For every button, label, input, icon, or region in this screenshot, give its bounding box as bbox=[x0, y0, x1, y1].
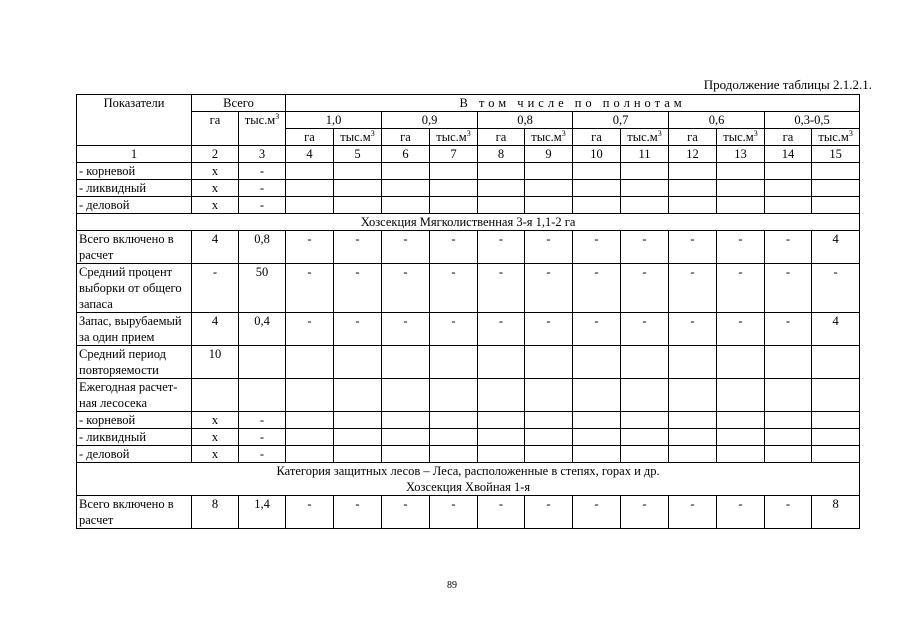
table-cell bbox=[192, 379, 239, 412]
table-cell: 8 bbox=[812, 496, 860, 529]
row-label: - ликвидный bbox=[77, 180, 192, 197]
table-cell: - bbox=[239, 412, 286, 429]
table-cell: x bbox=[192, 446, 239, 463]
row-label: Всего включено в расчет bbox=[77, 496, 192, 529]
column-number: 3 bbox=[239, 146, 286, 163]
table-cell bbox=[669, 412, 717, 429]
section-title-line: Хозсекция Хвойная 1-я bbox=[406, 480, 531, 494]
table-cell bbox=[334, 429, 382, 446]
table-cell: 4 bbox=[812, 231, 860, 264]
table-cell bbox=[717, 163, 765, 180]
table-cell bbox=[430, 446, 478, 463]
table-cell bbox=[478, 163, 525, 180]
table-cell bbox=[382, 163, 430, 180]
table-cell bbox=[430, 429, 478, 446]
table-cell bbox=[525, 197, 573, 214]
table-cell: - bbox=[669, 264, 717, 313]
header-total: Всего bbox=[192, 95, 286, 112]
table-cell bbox=[286, 429, 334, 446]
table-cell bbox=[669, 346, 717, 379]
table-cell: x bbox=[192, 180, 239, 197]
column-number: 4 bbox=[286, 146, 334, 163]
table-cell: - bbox=[286, 496, 334, 529]
table-cell bbox=[478, 446, 525, 463]
table-cell bbox=[334, 180, 382, 197]
table-cell: 10 bbox=[192, 346, 239, 379]
table-cell bbox=[573, 197, 621, 214]
table-cell: - bbox=[621, 264, 669, 313]
table-cell bbox=[765, 197, 812, 214]
column-number: 5 bbox=[334, 146, 382, 163]
table-cell bbox=[478, 412, 525, 429]
table-cell: 4 bbox=[192, 313, 239, 346]
table-row bbox=[77, 180, 860, 197]
table-cell bbox=[812, 412, 860, 429]
row-label: Средний период повторяемости bbox=[77, 346, 192, 379]
table-cell bbox=[717, 446, 765, 463]
table-cell: - bbox=[573, 231, 621, 264]
section-row bbox=[77, 463, 860, 496]
column-number: 14 bbox=[765, 146, 812, 163]
table-cell bbox=[812, 379, 860, 412]
unit-exponent: 3 bbox=[657, 128, 662, 138]
table-cell: - bbox=[478, 264, 525, 313]
table-cell bbox=[573, 163, 621, 180]
table-cell bbox=[430, 412, 478, 429]
unit-text: тыс.м bbox=[340, 130, 371, 144]
table-cell bbox=[669, 197, 717, 214]
table-cell bbox=[717, 379, 765, 412]
row-label: Ежегодная расчет-ная лесосека bbox=[77, 379, 192, 412]
table-cell: - bbox=[334, 313, 382, 346]
table-cell bbox=[573, 429, 621, 446]
table-cell: - bbox=[717, 313, 765, 346]
header-density: 0,6 bbox=[669, 112, 765, 129]
header-ha: га bbox=[669, 129, 717, 146]
header-ha: га bbox=[478, 129, 525, 146]
header-volume bbox=[525, 129, 573, 146]
column-number: 13 bbox=[717, 146, 765, 163]
table-cell bbox=[525, 163, 573, 180]
table-cell: - bbox=[239, 180, 286, 197]
table-cell bbox=[573, 379, 621, 412]
row-label: - корневой bbox=[77, 163, 192, 180]
table-cell: - bbox=[382, 496, 430, 529]
table-cell: x bbox=[192, 197, 239, 214]
header-volume bbox=[717, 129, 765, 146]
table-cell bbox=[334, 197, 382, 214]
table-cell bbox=[478, 429, 525, 446]
table-cell bbox=[334, 163, 382, 180]
table-cell bbox=[812, 163, 860, 180]
section-title-line: Хозсекция Мягколиственная 3-я 1,1-2 га bbox=[360, 215, 576, 229]
row-label: Запас, вырубаемый за один прием bbox=[77, 313, 192, 346]
table-cell bbox=[525, 446, 573, 463]
column-number: 10 bbox=[573, 146, 621, 163]
table-cell: - bbox=[573, 313, 621, 346]
table-cell bbox=[382, 197, 430, 214]
table-cell: - bbox=[765, 231, 812, 264]
row-label: Средний процент выборки от общего запаса bbox=[77, 264, 192, 313]
table-cell bbox=[573, 412, 621, 429]
table-cell: 1,4 bbox=[239, 496, 286, 529]
unit-exponent: 3 bbox=[275, 111, 280, 121]
table-cell: - bbox=[717, 264, 765, 313]
header-ha: га bbox=[286, 129, 334, 146]
table-cell bbox=[669, 429, 717, 446]
table-cell bbox=[812, 446, 860, 463]
table-cell: - bbox=[765, 313, 812, 346]
table-cell bbox=[239, 346, 286, 379]
table-cell: - bbox=[286, 264, 334, 313]
column-number-row bbox=[77, 146, 860, 163]
table-row bbox=[77, 264, 860, 313]
table-caption: Продолжение таблицы 2.1.2.1. bbox=[703, 77, 872, 92]
table-cell: - bbox=[573, 496, 621, 529]
table-cell: - bbox=[430, 496, 478, 529]
table-cell bbox=[286, 197, 334, 214]
table-cell bbox=[382, 412, 430, 429]
column-number: 8 bbox=[478, 146, 525, 163]
table-cell bbox=[717, 180, 765, 197]
table-cell: - bbox=[669, 231, 717, 264]
unit-text: тыс.м bbox=[436, 130, 467, 144]
table-cell bbox=[525, 379, 573, 412]
table-cell bbox=[430, 163, 478, 180]
table-row bbox=[77, 231, 860, 264]
header-density: 1,0 bbox=[286, 112, 382, 129]
header-density: 0,3-0,5 bbox=[765, 112, 860, 129]
header-volume bbox=[621, 129, 669, 146]
table-row bbox=[77, 429, 860, 446]
table-cell bbox=[334, 446, 382, 463]
header-indicators: Показатели bbox=[77, 95, 192, 146]
row-label: - корневой bbox=[77, 412, 192, 429]
row-label: - деловой bbox=[77, 446, 192, 463]
table-cell bbox=[334, 379, 382, 412]
table-cell bbox=[812, 180, 860, 197]
table-cell bbox=[812, 197, 860, 214]
table-row bbox=[77, 313, 860, 346]
header-by-density: В том числе по полнотам bbox=[286, 95, 860, 112]
table-row bbox=[77, 412, 860, 429]
column-number: 2 bbox=[192, 146, 239, 163]
table-cell bbox=[621, 379, 669, 412]
table-cell bbox=[812, 346, 860, 379]
table-row bbox=[77, 346, 860, 379]
table-cell: - bbox=[525, 231, 573, 264]
table-cell: x bbox=[192, 163, 239, 180]
header-ha: га bbox=[573, 129, 621, 146]
table-cell bbox=[669, 180, 717, 197]
table-row bbox=[77, 197, 860, 214]
header-row-1 bbox=[77, 95, 860, 112]
column-number: 7 bbox=[430, 146, 478, 163]
table-cell: 0,4 bbox=[239, 313, 286, 346]
header-ha: га bbox=[382, 129, 430, 146]
table-cell bbox=[573, 346, 621, 379]
table-cell bbox=[478, 180, 525, 197]
table-cell bbox=[286, 379, 334, 412]
table-cell bbox=[765, 346, 812, 379]
column-number: 6 bbox=[382, 146, 430, 163]
table-cell bbox=[765, 379, 812, 412]
table-cell: x bbox=[192, 412, 239, 429]
table-cell bbox=[765, 412, 812, 429]
table-cell: - bbox=[478, 231, 525, 264]
table-cell: - bbox=[621, 231, 669, 264]
table-cell bbox=[382, 429, 430, 446]
section-row bbox=[77, 214, 860, 231]
table-cell: - bbox=[478, 496, 525, 529]
unit-exponent: 3 bbox=[848, 128, 853, 138]
row-label: - ликвидный bbox=[77, 429, 192, 446]
table-cell bbox=[573, 446, 621, 463]
column-number: 1 bbox=[77, 146, 192, 163]
table-cell: - bbox=[765, 264, 812, 313]
table-cell bbox=[621, 346, 669, 379]
table-cell bbox=[382, 346, 430, 379]
table-cell: 4 bbox=[192, 231, 239, 264]
table-cell bbox=[621, 180, 669, 197]
table-cell: 4 bbox=[812, 313, 860, 346]
table-cell: - bbox=[334, 231, 382, 264]
table-cell bbox=[765, 180, 812, 197]
header-volume bbox=[334, 129, 382, 146]
table-cell: 0,8 bbox=[239, 231, 286, 264]
table-cell bbox=[621, 412, 669, 429]
unit-text: тыс.м bbox=[627, 130, 658, 144]
table-cell: - bbox=[239, 429, 286, 446]
table-cell bbox=[478, 197, 525, 214]
header-total-ha: га bbox=[192, 112, 239, 146]
table-cell bbox=[669, 163, 717, 180]
table-cell bbox=[430, 379, 478, 412]
table-cell bbox=[621, 429, 669, 446]
table-cell: - bbox=[525, 496, 573, 529]
table-cell bbox=[573, 180, 621, 197]
table-cell bbox=[812, 429, 860, 446]
table-cell bbox=[430, 180, 478, 197]
table-cell: - bbox=[382, 313, 430, 346]
table-cell bbox=[286, 180, 334, 197]
unit-exponent: 3 bbox=[466, 128, 471, 138]
section-title bbox=[77, 214, 860, 231]
table-cell: - bbox=[430, 313, 478, 346]
table-cell: - bbox=[286, 313, 334, 346]
table-body bbox=[77, 95, 860, 529]
table-cell bbox=[717, 412, 765, 429]
table-cell bbox=[717, 429, 765, 446]
column-number: 9 bbox=[525, 146, 573, 163]
table-cell: - bbox=[621, 496, 669, 529]
table-row bbox=[77, 446, 860, 463]
section-title bbox=[77, 463, 860, 496]
table-cell bbox=[478, 346, 525, 379]
header-row-2 bbox=[77, 112, 860, 129]
unit-text: тыс.м bbox=[818, 130, 849, 144]
header-total-volume bbox=[239, 112, 286, 146]
table-cell: - bbox=[669, 496, 717, 529]
table-cell: - bbox=[239, 163, 286, 180]
table-cell bbox=[669, 379, 717, 412]
table-cell: - bbox=[717, 496, 765, 529]
table-cell: - bbox=[239, 197, 286, 214]
table-cell bbox=[765, 446, 812, 463]
table-cell bbox=[525, 412, 573, 429]
column-number: 15 bbox=[812, 146, 860, 163]
table-cell bbox=[717, 346, 765, 379]
table-cell bbox=[286, 346, 334, 379]
table-cell: x bbox=[192, 429, 239, 446]
page-number: 89 bbox=[447, 580, 457, 591]
unit-text: тыс.м bbox=[244, 113, 276, 127]
table-cell: - bbox=[717, 231, 765, 264]
table-cell bbox=[286, 446, 334, 463]
table-cell bbox=[525, 429, 573, 446]
table-cell: 50 bbox=[239, 264, 286, 313]
table-row bbox=[77, 496, 860, 529]
table-cell bbox=[382, 180, 430, 197]
table-cell: - bbox=[478, 313, 525, 346]
table-cell bbox=[382, 379, 430, 412]
unit-text: тыс.м bbox=[531, 130, 562, 144]
table-cell: - bbox=[621, 313, 669, 346]
table-cell bbox=[669, 446, 717, 463]
column-number: 11 bbox=[621, 146, 669, 163]
row-label: - деловой bbox=[77, 197, 192, 214]
table-cell: - bbox=[430, 231, 478, 264]
table-cell: - bbox=[192, 264, 239, 313]
table-cell: - bbox=[669, 313, 717, 346]
table-cell: - bbox=[286, 231, 334, 264]
table-cell bbox=[621, 163, 669, 180]
table-cell bbox=[334, 346, 382, 379]
table-cell: - bbox=[430, 264, 478, 313]
table-cell bbox=[525, 346, 573, 379]
table-cell bbox=[239, 379, 286, 412]
header-density: 0,7 bbox=[573, 112, 669, 129]
table-cell bbox=[525, 180, 573, 197]
table-cell bbox=[765, 429, 812, 446]
table-cell bbox=[430, 346, 478, 379]
table-cell: - bbox=[525, 313, 573, 346]
data-table bbox=[76, 94, 860, 529]
header-volume bbox=[430, 129, 478, 146]
header-density: 0,9 bbox=[382, 112, 478, 129]
section-title-line: Категория защитных лесов – Леса, расположенные в степях, горах и др. bbox=[276, 464, 660, 478]
table-cell bbox=[382, 446, 430, 463]
unit-exponent: 3 bbox=[561, 128, 566, 138]
table-cell: - bbox=[239, 446, 286, 463]
table-cell bbox=[286, 163, 334, 180]
column-number: 12 bbox=[669, 146, 717, 163]
table-cell bbox=[430, 197, 478, 214]
unit-exponent: 3 bbox=[370, 128, 375, 138]
table-cell bbox=[717, 197, 765, 214]
table-cell bbox=[765, 163, 812, 180]
table-row bbox=[77, 163, 860, 180]
table-cell: 8 bbox=[192, 496, 239, 529]
table-cell: - bbox=[812, 264, 860, 313]
table-cell: - bbox=[382, 231, 430, 264]
table-row bbox=[77, 379, 860, 412]
table-cell bbox=[286, 412, 334, 429]
table-cell bbox=[621, 446, 669, 463]
unit-exponent: 3 bbox=[753, 128, 758, 138]
table-cell bbox=[334, 412, 382, 429]
table-cell: - bbox=[334, 496, 382, 529]
table-cell: - bbox=[525, 264, 573, 313]
unit-text: тыс.м bbox=[723, 130, 754, 144]
header-density: 0,8 bbox=[478, 112, 573, 129]
header-ha: га bbox=[765, 129, 812, 146]
table-cell: - bbox=[573, 264, 621, 313]
table-cell: - bbox=[765, 496, 812, 529]
row-label: Всего включено в расчет bbox=[77, 231, 192, 264]
header-volume bbox=[812, 129, 860, 146]
table-cell: - bbox=[382, 264, 430, 313]
table-cell: - bbox=[334, 264, 382, 313]
table-cell bbox=[478, 379, 525, 412]
table-cell bbox=[621, 197, 669, 214]
